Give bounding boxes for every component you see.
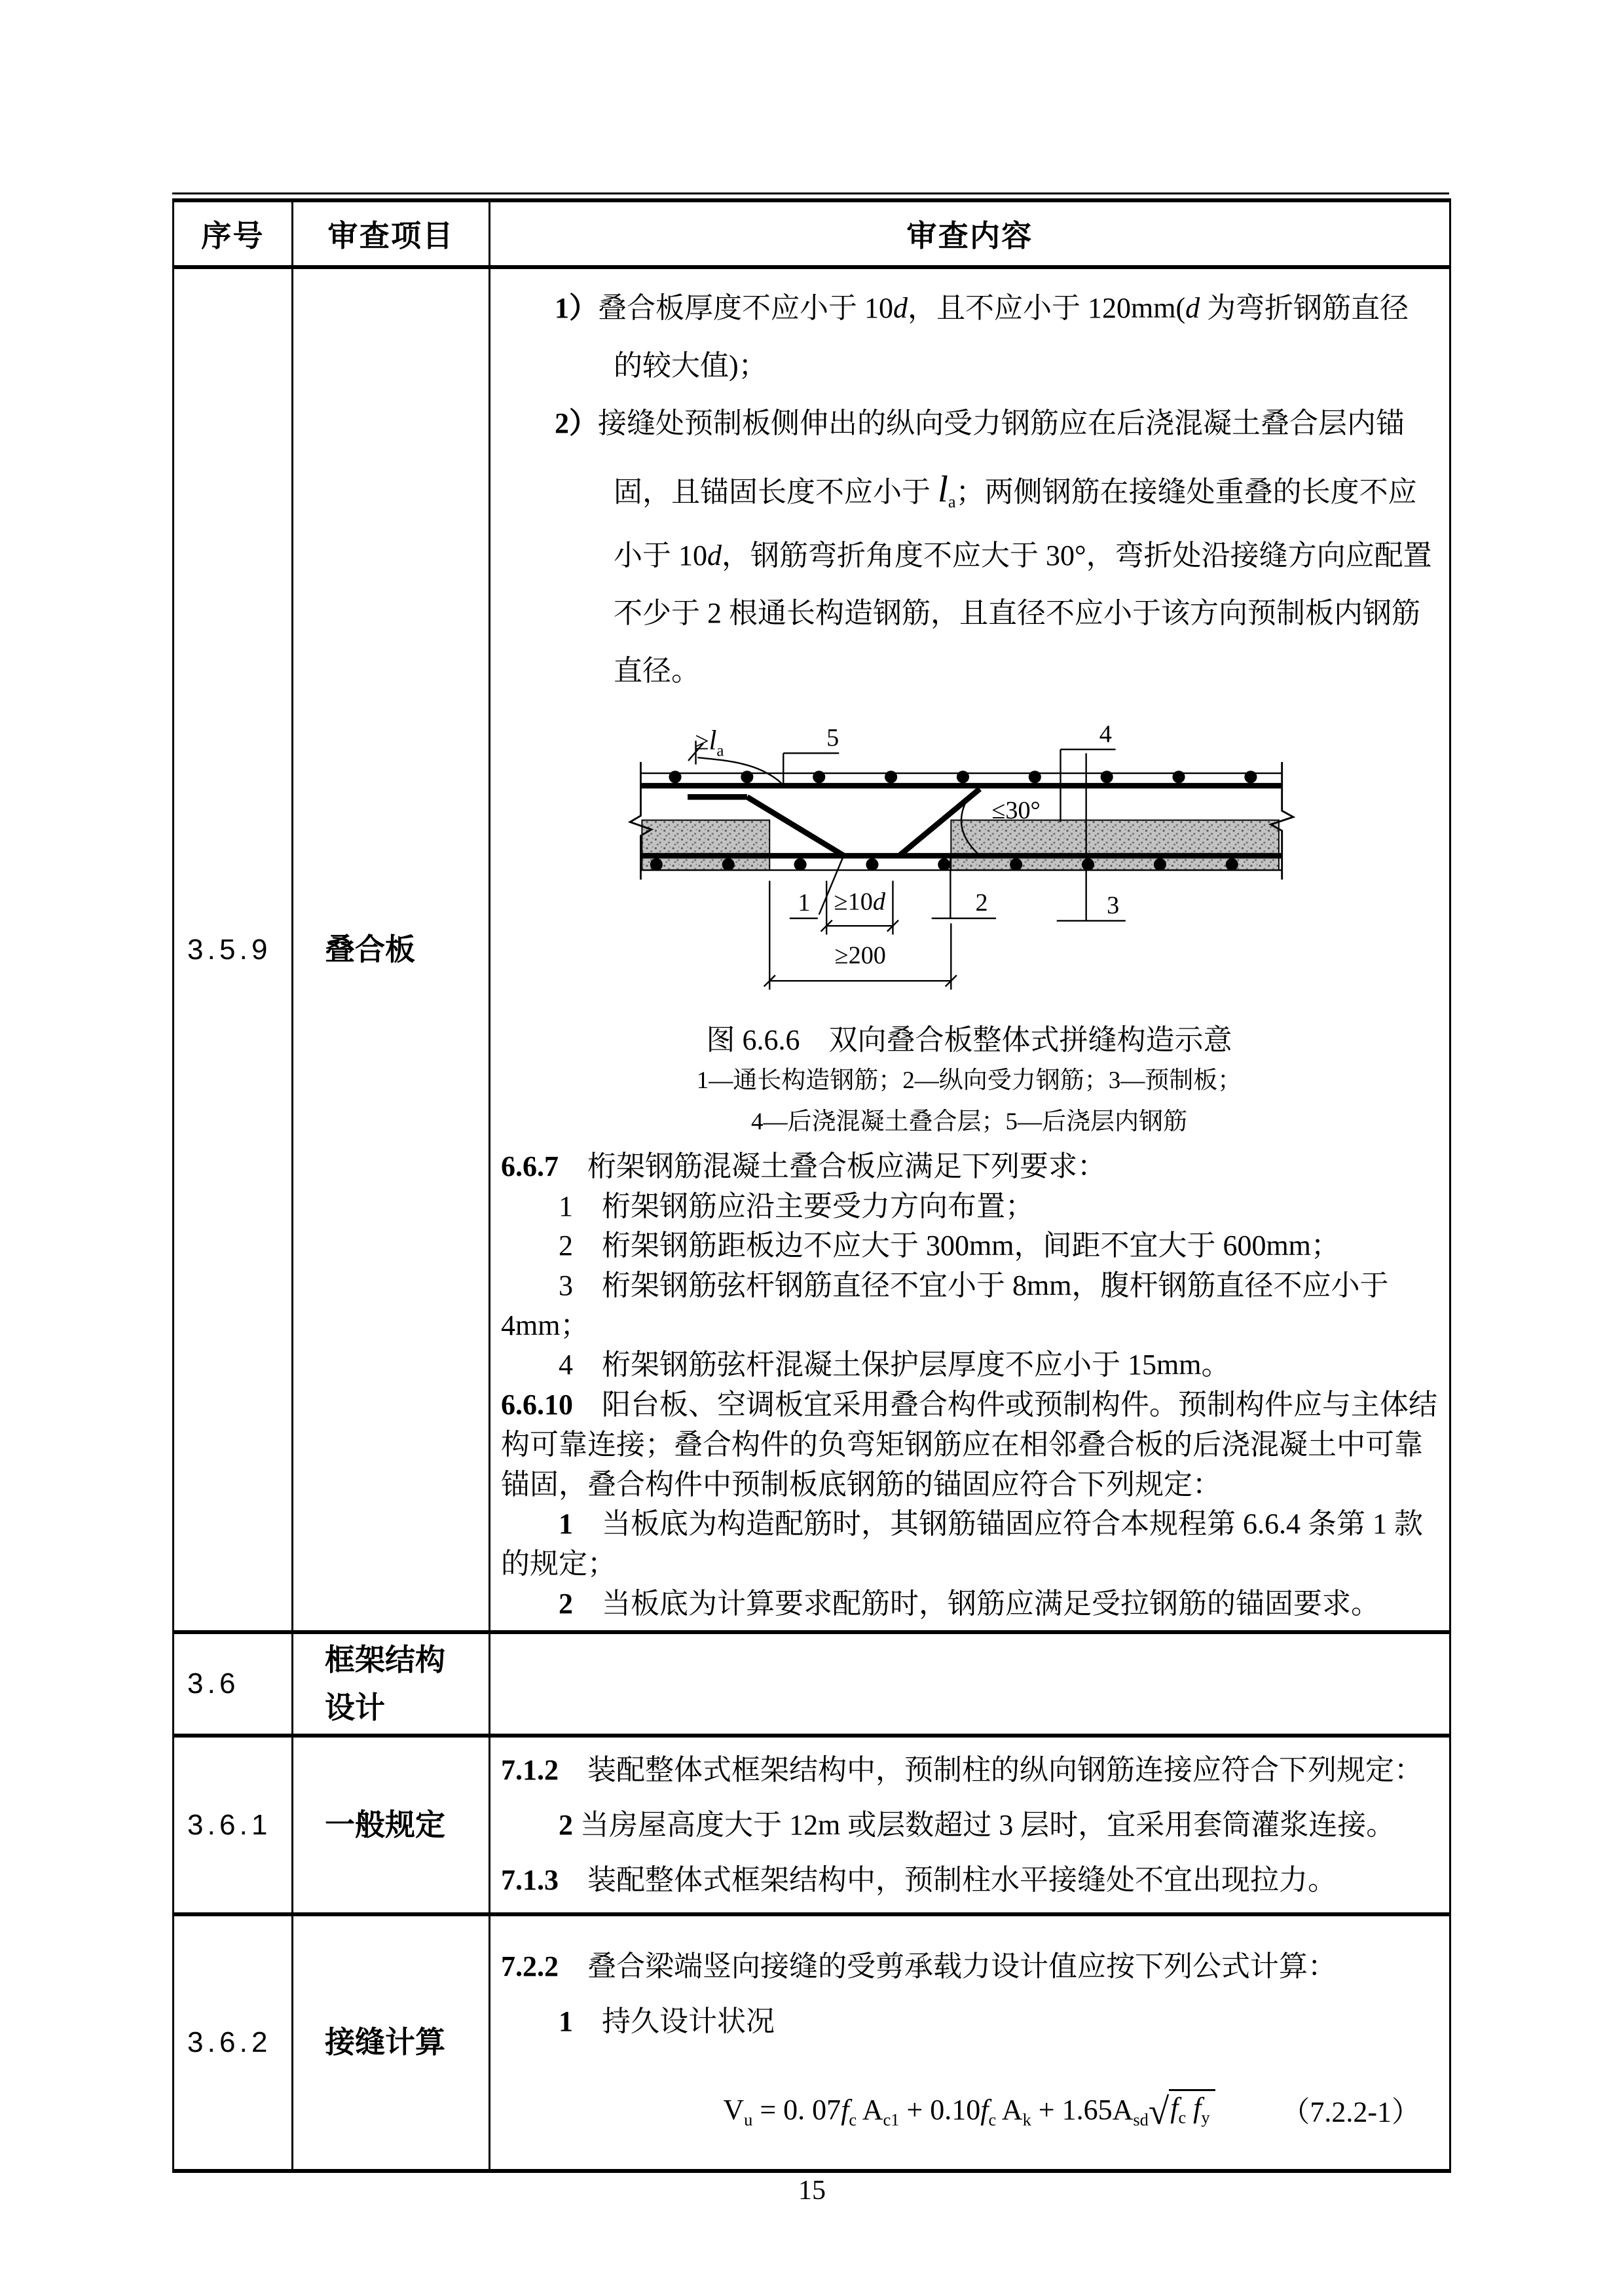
svg-text:≥10d: ≥10d (834, 888, 885, 916)
row-no: 3.6.2 (174, 1914, 293, 2171)
table-row-3-6-2 (174, 1914, 1450, 2171)
header-row (174, 200, 1450, 267)
paragraph: 6.6.10 阳台板、空调板宜采用叠合构件或预制构件。预制构件应与主体结构可靠连接；叠合构件的负弯矩钢筋应在相邻叠合板的后浇混凝土中可靠锚固，叠合构件中预制板底钢筋的锚固应符合下列规定： (501, 1389, 1437, 1501)
figure-legend-line-1: 1—通长构造钢筋；2—纵向受力钢筋；3—预制板； (696, 1067, 1242, 1094)
paragraph: 2 当房屋高度大于 12m 或层数超过 3 层时，宜采用套筒灌浆连接。 (559, 1809, 1395, 1841)
label-5 (783, 724, 839, 786)
row-no: 3.6 (174, 1632, 293, 1736)
figure-caption: 图 6.6.6 双向叠合板整体式拼缝构造示意 (706, 1024, 1232, 1057)
svg-text:3: 3 (1107, 892, 1120, 920)
svg-text:1: 1 (798, 889, 811, 917)
row-no: 3.5.9 (174, 267, 293, 1632)
header-cell-item: 审查项目 (293, 200, 490, 267)
svg-text:5: 5 (826, 724, 840, 752)
paragraph: 7.2.2 叠合梁端竖向接缝的受剪承载力设计值应按下列公式计算： (501, 1950, 1337, 1982)
header-cell-content: 审查内容 (490, 200, 1450, 267)
review-table (172, 198, 1451, 2173)
svg-text:≥200: ≥200 (834, 941, 886, 970)
table-row-3-6-1 (174, 1736, 1450, 1914)
paragraph: 2 当板底为计算要求配筋时，钢筋应满足受拉钢筋的锚固要求。 (559, 1587, 1380, 1620)
equation-number: （7.2.2-1） (1281, 2096, 1420, 2128)
paragraph: 7.1.2 装配整体式框架结构中，预制柱的纵向钢筋连接应符合下列规定： (501, 1754, 1423, 1787)
table-row-3-6 (174, 1632, 1450, 1736)
row-content (490, 1914, 1450, 2171)
row-content (490, 1736, 1450, 1914)
svg-text:4: 4 (1099, 720, 1112, 748)
joint-figure (501, 717, 1437, 1142)
paragraph: 1）叠合板厚度不应小于 10d，且不应小于 120mm(d 为弯折钢筋直径的较大值)； (555, 292, 1409, 382)
row-item-label: 一般规定 (293, 1736, 490, 1914)
row-content-empty (490, 1632, 1450, 1736)
header-cell-no: 序号 (174, 200, 293, 267)
item-label-line: 框架结构 (325, 1642, 445, 1677)
anchor-length-label (688, 726, 781, 784)
svg-text:2: 2 (975, 889, 988, 917)
paragraph: 2）接缝处预制板侧伸出的纵向受力钢筋应在后浇混凝土叠合层内锚固，且锚固长度不应小于 $l_a$；两侧钢筋在接缝处重叠的长度不应小于 10d，钢筋弯折角度不应大于 30°，弯折处沿接缝方向应配置不少于 2 根通长构造钢筋，且直径不应小于该方向预制板内钢筋直径。 (555, 407, 1432, 687)
paragraph: 6.6.7 桁架钢筋混凝土叠合板应满足下列要求： (501, 1150, 1106, 1182)
paragraph: 3 桁架钢筋弦杆钢筋直径不宜小于 8mm，腹杆钢筋直径不应小于 4mm； (501, 1269, 1389, 1341)
review-table-wrapper (172, 192, 1449, 2173)
svg-text:≤30°: ≤30° (991, 797, 1041, 825)
paragraph: 1 当板底为构造配筋时，其钢筋锚固应符合本规程第 6.6.4 条第 1 款的规定； (501, 1508, 1423, 1580)
row-item-label: 叠合板 (293, 267, 490, 1632)
row-item-label: 接缝计算 (293, 1914, 490, 2171)
paragraph: $V_u = 0$. $07f_c$ $A_{c1} + 0.10f_c$ $A_k + 1.65A_{sd}√f_c$ $f_y$ （7.2.2-1） (501, 2086, 1437, 2137)
table-row-3-5-9 (174, 267, 1450, 1632)
lap-dimension (821, 881, 898, 935)
footer-page-number: 15 (798, 2176, 826, 2206)
row-content (490, 267, 1450, 1632)
svg-text:≥la: $\ge l_a$ (695, 726, 724, 760)
paragraph: 1 持久设计状况 (559, 2005, 775, 2037)
item-label-line: 设计 (325, 1690, 385, 1725)
paragraph: 1 桁架钢筋应沿主要受力方向布置； (559, 1190, 1034, 1222)
figure-legend-line-2: 4—后浇混凝土叠合层；5—后浇层内钢筋 (751, 1108, 1187, 1135)
slab-joint-diagram-svg (619, 717, 1320, 998)
paragraph: 2 桁架钢筋距板边不应大于 300mm，间距不宜大于 600mm； (559, 1230, 1340, 1262)
row-no: 3.6.1 (174, 1736, 293, 1914)
paragraph: 7.1.3 装配整体式框架结构中，预制柱水平接缝处不宜出现拉力。 (501, 1863, 1337, 1896)
row-item-label (293, 1632, 490, 1736)
content-blocks-top (501, 280, 1437, 700)
content-blocks-bottom (501, 1147, 1437, 1624)
paragraph: 4 桁架钢筋弦杆混凝土保护层厚度不应小于 15mm。 (559, 1349, 1230, 1381)
